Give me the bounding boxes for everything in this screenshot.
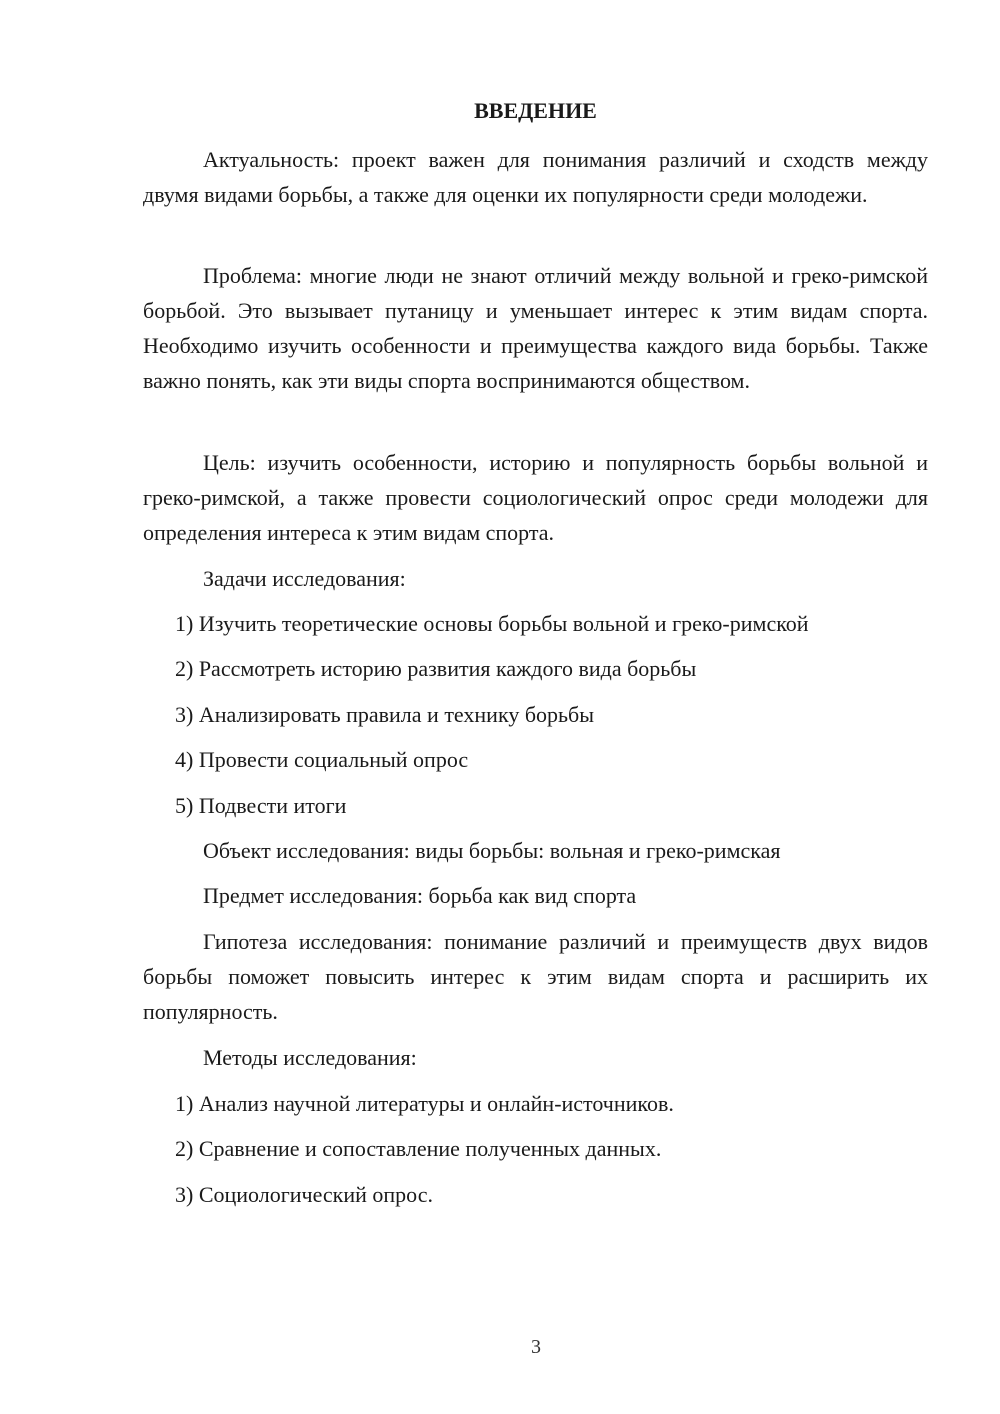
method-item: 3) Социологический опрос.	[175, 1182, 433, 1207]
method-item: 2) Сравнение и сопоставление полученных данных.	[175, 1136, 662, 1161]
goal-paragraph: Цель: изучить особенности, историю и популярность борьбы вольной и греко-римской, а также провести социологический опрос среди молодежи для определения интереса к этим видам спорта.	[143, 450, 928, 545]
method-item: 1) Анализ научной литературы и онлайн-источников.	[175, 1091, 674, 1116]
tasks-title: Задачи исследования:	[203, 566, 406, 591]
task-item: 5) Подвести итоги	[175, 793, 347, 818]
hypothesis-paragraph: Гипотеза исследования: понимание различий и преимуществ двух видов борьбы поможет повысить интерес к этим видам спорта и расширить их популярность.	[143, 929, 928, 1024]
research-object: Объект исследования: виды борьбы: вольная и греко-римская	[203, 838, 781, 863]
task-item: 3) Анализировать правила и технику борьбы	[175, 702, 595, 727]
problem-paragraph: Проблема: многие люди не знают отличий между вольной и греко-римской борьбой. Это вызывает путаницу и уменьшает интерес к этим видам спорта. Необходимо изучить особенности и преимущества каждого вида борьбы. Также важно понять, как эти виды спорта воспринимаются обществом.	[143, 263, 928, 393]
task-item: 2) Рассмотреть историю развития каждого вида борьбы	[175, 656, 697, 681]
page-number: 3	[531, 1336, 541, 1358]
task-item: 1) Изучить теоретические основы борьбы вольной и греко-римской	[175, 611, 809, 636]
methods-title: Методы исследования:	[203, 1045, 417, 1070]
page-title: ВВЕДЕНИЕ	[474, 98, 597, 123]
research-subject: Предмет исследования: борьба как вид спорта	[203, 883, 637, 908]
task-item: 4) Провести социальный опрос	[175, 747, 469, 772]
relevance-paragraph: Актуальность: проект важен для понимания различий и сходств между двумя видами борьбы, а также для оценки их популярности среди молодежи.	[143, 147, 928, 207]
